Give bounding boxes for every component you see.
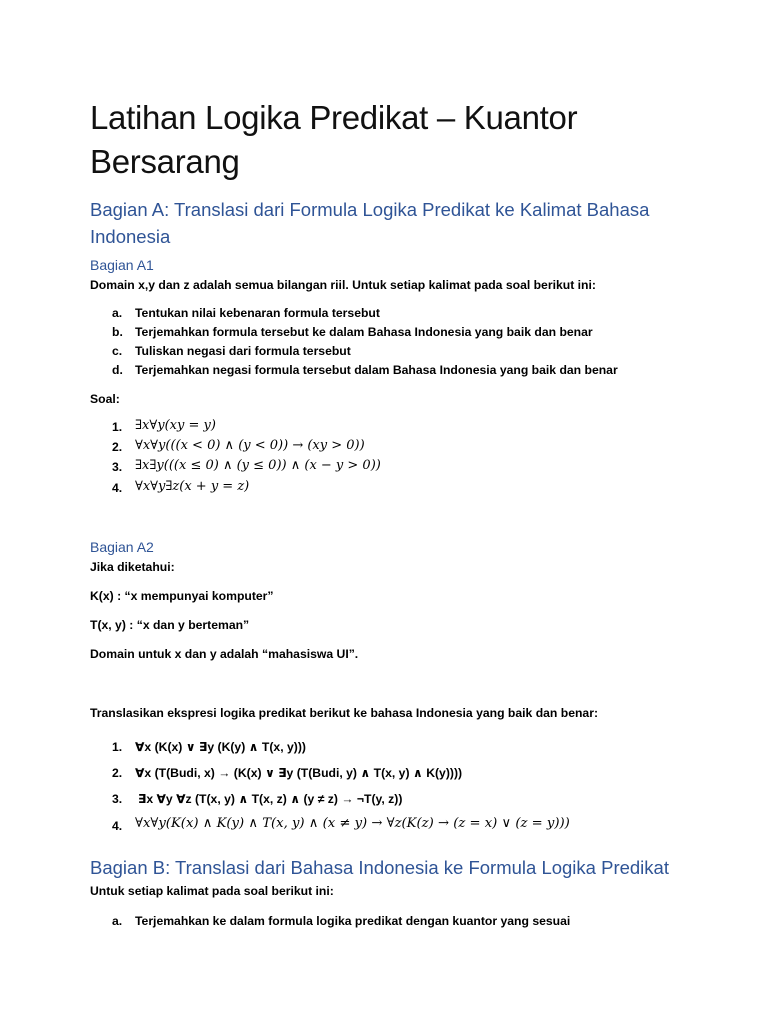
- a1-soal-marker: 3.: [112, 460, 123, 474]
- a1-task-marker: a.: [112, 306, 123, 320]
- a1-soal-marker: 4.: [112, 481, 123, 495]
- a2-t-definition: T(x, y) : “x dan y berteman”: [90, 618, 250, 632]
- section-b-heading: Bagian B: Translasi dari Bahasa Indonesia ke Formula Logika Predikat: [90, 857, 669, 878]
- a1-task-marker: d.: [112, 363, 123, 377]
- a1-task-marker: c.: [112, 344, 123, 358]
- a2-intro: Jika diketahui:: [90, 560, 175, 574]
- section-b-task-marker: a.: [112, 914, 123, 928]
- section-b-intro: Untuk setiap kalimat pada soal berikut ini:: [90, 884, 334, 898]
- a2-instruction: Translasikan ekspresi logika predikat berikut ke bahasa Indonesia yang baik dan benar:: [90, 706, 599, 720]
- a1-task-text: Terjemahkan negasi formula tersebut dalam Bahasa Indonesia yang baik dan benar: [135, 363, 618, 377]
- a2-soal-marker: 1.: [112, 740, 123, 754]
- a2-soal-marker: 3.: [112, 792, 123, 806]
- a1-task-text: Terjemahkan formula tersebut ke dalam Bahasa Indonesia yang baik dan benar: [135, 325, 593, 339]
- a1-task-marker: b.: [112, 325, 123, 339]
- section-a-heading-line1: Bagian A: Translasi dari Formula Logika Predikat ke Kalimat Bahasa: [90, 199, 650, 220]
- a2-soal-formula: ∀x (T(Budi, x) → (K(x) ∨ ∃y (T(Budi, y) ∧ T(x, y) ∧ K(y)))): [135, 766, 463, 780]
- a1-task-text: Tentukan nilai kebenaran formula tersebut: [135, 306, 380, 320]
- document-title-line1: Latihan Logika Predikat – Kuantor: [90, 99, 578, 136]
- a1-soal-formula: ∃x∃y(((x ≤ 0) ∧ (y ≤ 0)) ∧ (x − y > 0)): [135, 458, 381, 473]
- section-a2-heading: Bagian A2: [90, 539, 154, 555]
- a1-soal-marker: 1.: [112, 420, 123, 434]
- a2-soal-marker: 4.: [112, 819, 123, 833]
- section-a-heading-line2: Indonesia: [90, 226, 171, 247]
- a1-task-text: Tuliskan negasi dari formula tersebut: [135, 344, 351, 358]
- section-a1-heading: Bagian A1: [90, 257, 154, 273]
- document-title-line2: Bersarang: [90, 143, 240, 180]
- a2-soal-formula: ∀x (K(x) ∨ ∃y (K(y) ∧ T(x, y))): [135, 740, 306, 754]
- a2-soal-formula: ∀x∀y(K(x) ∧ K(y) ∧ T(x, y) ∧ (x ≠ y) → ∀z(K(z) → (z = x) ∨ (z = y))): [135, 816, 570, 831]
- a1-soal-label: Soal:: [90, 392, 120, 406]
- a1-soal-formula: ∀x∀y(((x < 0) ∧ (y < 0)) → (xy > 0)): [135, 438, 365, 453]
- a1-soal-marker: 2.: [112, 440, 123, 454]
- a2-soal-marker: 2.: [112, 766, 123, 780]
- a2-domain: Domain untuk x dan y adalah “mahasiswa UI”.: [90, 647, 359, 661]
- a1-domain-text: Domain x,y dan z adalah semua bilangan riil. Untuk setiap kalimat pada soal berikut ini:: [90, 278, 596, 292]
- a2-soal-formula: ∃x ∀y ∀z (T(x, y) ∧ T(x, z) ∧ (y ≠ z) → ¬T(y, z)): [138, 792, 403, 806]
- a2-k-definition: K(x) : “x mempunyai komputer”: [90, 589, 274, 603]
- section-b-task-text: Terjemahkan ke dalam formula logika predikat dengan kuantor yang sesuai: [135, 914, 571, 928]
- a1-soal-formula: ∃x∀y(xy = y): [135, 418, 216, 433]
- a1-soal-formula: ∀x∀y∃z(x + y = z): [135, 479, 250, 494]
